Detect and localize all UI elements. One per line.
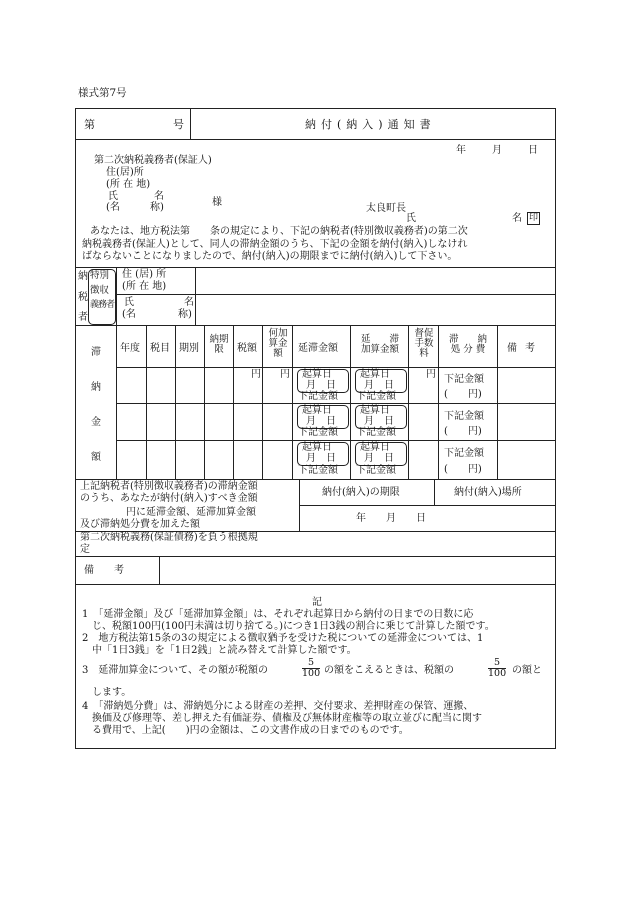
addressee-name-2b: 称) bbox=[150, 202, 164, 213]
document-title: 納付(納入)通知書 bbox=[305, 118, 436, 131]
note-3d: します。 bbox=[92, 687, 132, 698]
col-reminder-fee: 督促 手数 料 bbox=[414, 328, 434, 359]
addressee-name-1: 氏 bbox=[108, 191, 118, 202]
honorific: 様 bbox=[212, 197, 222, 208]
addressee-address-1: 住(居)所 bbox=[106, 167, 144, 178]
late-accrual-start-1: 起算日 bbox=[302, 369, 332, 380]
note-3b: の額をこえるときは、税額の bbox=[324, 665, 454, 676]
taxpayer-address-2: (所 在 地) bbox=[122, 281, 167, 292]
note-2a: 2 地方税法第15条の3の規定による徴収猶予を受けた税についての延滞金については、1 bbox=[82, 633, 484, 644]
col-period: 期別 bbox=[179, 343, 199, 354]
addressee-name-1b: 名 bbox=[154, 191, 164, 202]
body-line-3: ばならないことになりましたので、納付(納入)の期限までに納付(納入)して下さい。 bbox=[82, 251, 458, 262]
place-label: 納付(納入)場所 bbox=[454, 487, 522, 498]
addressee-name-2: (名 bbox=[106, 202, 120, 213]
date-year: 年 bbox=[456, 145, 466, 156]
date-day: 日 bbox=[528, 145, 538, 156]
number-suffix: 号 bbox=[173, 118, 184, 131]
note-2b: 中「1日3銭」を「1日2銭」と読み替えて計算した額です。 bbox=[92, 645, 357, 656]
note-4b: 換価及び修理等、差し押えた有価証券、債権及び無体財産権等の取立並びに配当に関す bbox=[92, 713, 482, 724]
issuer-name-label-b: 名 bbox=[512, 213, 522, 224]
issuer-name-label: 氏 bbox=[406, 213, 416, 224]
note-1b: じ、税額100円(100円未満は切り捨てる。)につき1日3銭の割合に乗じて計算した額です。 bbox=[92, 621, 495, 632]
note-3c: の額と bbox=[512, 665, 542, 676]
taxpayer-address-1: 住 (居) 所 bbox=[122, 269, 167, 280]
note-4c: る費用で、上記( )円の金額は、この文書作成の日までのものです。 bbox=[92, 725, 409, 736]
disposition-below-3: 下記金額 bbox=[444, 448, 484, 459]
late-accrual-start-2: 起算日 bbox=[302, 405, 332, 416]
basis-line-1: 第二次納税義務(保証債務)を負う根拠規 bbox=[80, 532, 258, 543]
disposition-yen-2: ( 円) bbox=[444, 426, 482, 437]
extra-line-1: 円に延滞金額、延滞加算金額 bbox=[126, 507, 256, 518]
basis-line-2: 定 bbox=[80, 544, 90, 555]
col-late-fee: 延滞金額 bbox=[298, 343, 338, 354]
disposition-below-1: 下記金額 bbox=[444, 374, 484, 385]
arrears-side-1: 滞 bbox=[91, 347, 101, 358]
fraction-1: $\frac{5}{100}$ bbox=[302, 657, 321, 680]
col-additional-tax: 何加 算金 額 bbox=[268, 328, 288, 359]
late-add-accrual-date-3: 月 日 bbox=[364, 453, 394, 464]
taxpayer-name-2: (名 bbox=[122, 309, 136, 320]
col-due-date: 納期 限 bbox=[209, 334, 229, 355]
frame-bottom bbox=[75, 748, 556, 749]
side-obliged: 義務者 bbox=[90, 300, 115, 310]
arrears-side-4: 額 bbox=[91, 452, 101, 463]
col-tax-item: 税目 bbox=[150, 343, 170, 354]
arrears-side-3: 金 bbox=[91, 417, 101, 428]
late-add-below-3: 下記金額 bbox=[356, 465, 396, 476]
late-add-below-2: 下記金額 bbox=[356, 427, 396, 438]
late-add-accrual-date-1: 月 日 bbox=[364, 380, 394, 391]
disposition-yen-1: ( 円) bbox=[444, 389, 482, 400]
notes-heading: 記 bbox=[312, 597, 322, 608]
additional-yen: 円 bbox=[280, 369, 290, 380]
col-disposition-fee: 滞 納 処 分 費 bbox=[448, 334, 487, 355]
late-add-accrual-start-1: 起算日 bbox=[360, 369, 390, 380]
disposition-yen-3: ( 円) bbox=[444, 464, 482, 475]
addressee-role: 第二次納税義務者(保証人) bbox=[94, 155, 212, 166]
body-line-1: あなたは、地方税法第 条の規定により、下記の納税者(特別徴収義務者)の第二次 bbox=[90, 226, 468, 237]
seal-mark: 印 bbox=[528, 213, 538, 223]
issuer-title: 太良町長 bbox=[366, 203, 406, 214]
payable-line-1: 上記納税者(特別徴収義務者)の滞納金額 bbox=[80, 481, 258, 492]
late-accrual-date-3: 月 日 bbox=[306, 453, 336, 464]
side-collect: 徴収 bbox=[90, 285, 110, 296]
col-late-additional: 延 滞 加算金額 bbox=[360, 334, 399, 355]
taxpayer-label-zei: 税 bbox=[78, 292, 88, 303]
date-month: 月 bbox=[492, 145, 502, 156]
late-add-below-1: 下記金額 bbox=[356, 391, 396, 402]
taxpayer-label-sha: 者 bbox=[78, 312, 88, 323]
body-line-2: 納税義務者(保証人)として、同人の滞納金額のうち、下記の金額を納付(納入)しなけれ bbox=[82, 239, 468, 250]
addressee-address-2: (所 在 地) bbox=[106, 179, 151, 190]
late-accrual-date-2: 月 日 bbox=[306, 416, 336, 427]
payable-line-2: のうち、あなたが納付(納入)すべき金額 bbox=[80, 493, 258, 504]
deadline-date: 年 月 日 bbox=[356, 513, 426, 524]
late-below-2: 下記金額 bbox=[298, 427, 338, 438]
late-accrual-date-1: 月 日 bbox=[306, 380, 336, 391]
remarks-label: 備 考 bbox=[84, 565, 124, 576]
extra-line-2: 及び滞納処分費を加えた額 bbox=[80, 519, 200, 530]
tax-yen: 円 bbox=[251, 369, 261, 380]
number-prefix: 第 bbox=[84, 118, 95, 131]
arrears-side-2: 納 bbox=[91, 382, 101, 393]
late-add-accrual-start-2: 起算日 bbox=[360, 405, 390, 416]
frame-right bbox=[555, 108, 556, 749]
late-add-accrual-start-3: 起算日 bbox=[360, 442, 390, 453]
taxpayer-name-2b: 称) bbox=[178, 309, 192, 320]
deadline-label: 納付(納入)の期限 bbox=[322, 487, 400, 498]
taxpayer-name-1b: 名 bbox=[184, 297, 194, 308]
frame-left bbox=[75, 108, 76, 749]
taxpayer-name-1: 氏 bbox=[124, 297, 134, 308]
note-3a: 3 延滞加算金について、その額が税額の bbox=[82, 665, 268, 676]
taxpayer-label-nou: 納 bbox=[78, 271, 88, 282]
side-special: 特別 bbox=[90, 270, 110, 281]
late-accrual-start-3: 起算日 bbox=[302, 442, 332, 453]
col-fiscal-year: 年度 bbox=[120, 343, 140, 354]
col-tax-amount: 税額 bbox=[237, 343, 257, 354]
late-add-accrual-date-2: 月 日 bbox=[364, 416, 394, 427]
form-number: 様式第7号 bbox=[78, 87, 127, 99]
late-below-1: 下記金額 bbox=[298, 391, 338, 402]
disposition-below-2: 下記金額 bbox=[444, 411, 484, 422]
col-remarks: 備考 bbox=[507, 343, 543, 354]
fraction-2: $\frac{5}{100}$ bbox=[488, 657, 507, 680]
note-4a: 4 「滞納処分費」は、滞納処分による財産の差押、交付要求、差押財産の保管、運搬、 bbox=[82, 701, 474, 712]
note-1a: 1 「延滞金額」及び「延滞加算金額」は、それぞれ起算日から納付の日までの日数に応 bbox=[82, 609, 474, 620]
reminder-yen: 円 bbox=[426, 369, 436, 380]
late-below-3: 下記金額 bbox=[298, 465, 338, 476]
frame-top bbox=[75, 108, 556, 109]
